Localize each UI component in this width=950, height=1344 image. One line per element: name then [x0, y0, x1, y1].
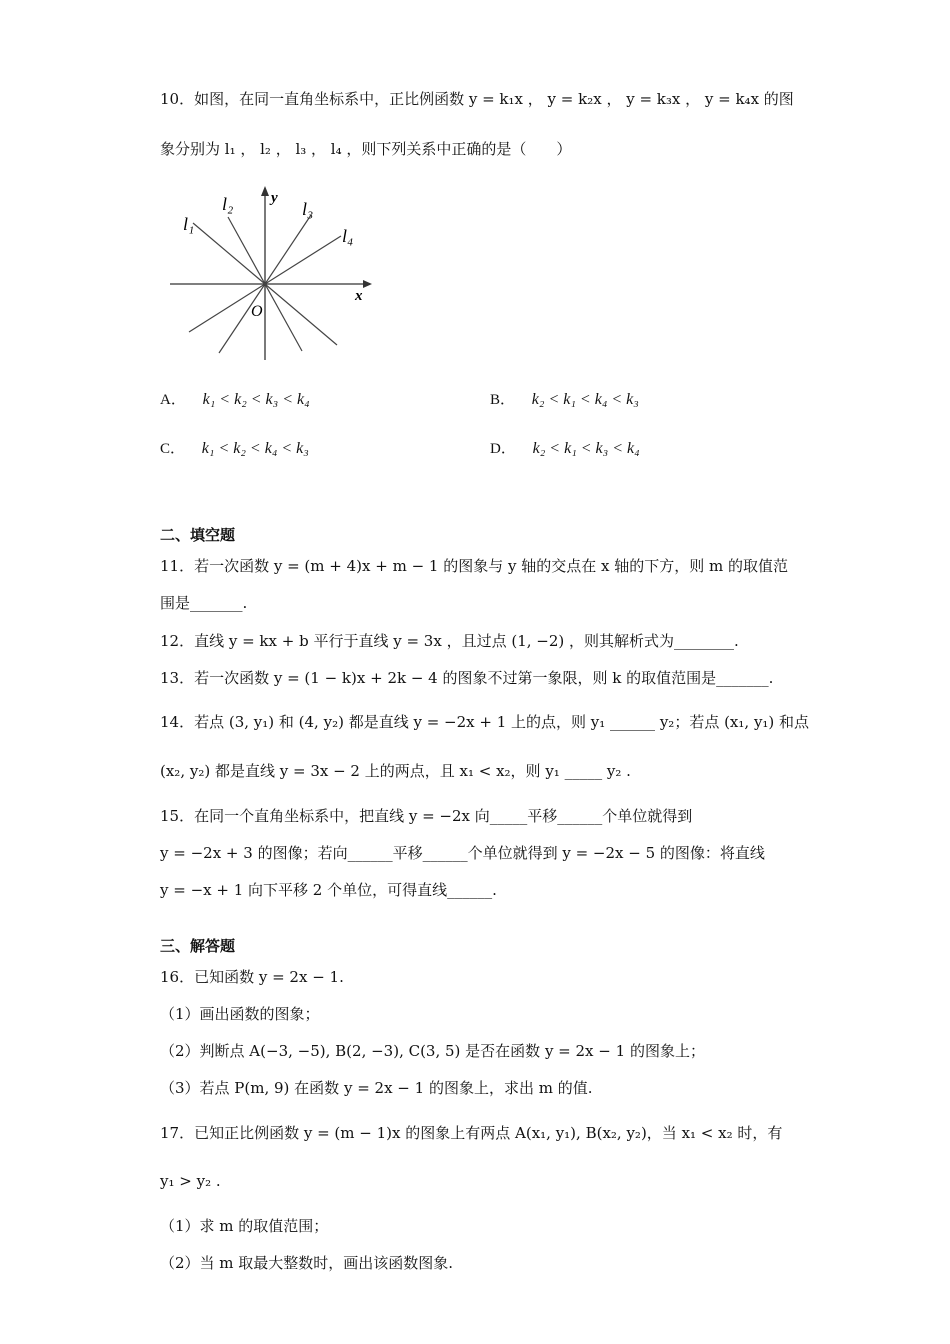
q16-line1: 16．已知函数 y = 2x − 1.	[160, 968, 344, 986]
option-b[interactable]	[490, 388, 639, 409]
option-b-label: B．	[490, 392, 516, 408]
option-a-text: k₁ < k₂ < k₃ < k₄	[202, 391, 310, 408]
section-3-title: 三、解答题	[160, 937, 236, 955]
option-d-text: k₂ < k₁ < k₃ < k₄	[532, 440, 640, 457]
option-c-text: k₁ < k₂ < k₄ < k₃	[201, 440, 309, 457]
q14-line1: 14．若点 (3, y₁) 和 (4, y₂) 都是直线 y = −2x + 1 上的点，则 y₁ ______ y₂；若点 (x₁, y₁) 和点	[160, 713, 810, 731]
label-l2: l₂	[222, 194, 234, 214]
q17-line2: y₁ > y₂ .	[160, 1172, 221, 1190]
q15-line1: 15．在同一个直角坐标系中，把直线 y = −2x 向_____平移______个单位就得到	[160, 807, 693, 825]
q15-line2: y = −2x + 3 的图像；若向______平移______个单位就得到 y = −2x − 5 的图像：将直线	[160, 844, 765, 862]
q11-line2: 围是_______.	[160, 594, 248, 612]
option-d-label: D．	[490, 441, 516, 457]
q17-part2: （2）当 m 取最大整数时，画出该函数图象.	[160, 1254, 454, 1272]
q14-line2: (x₂, y₂) 都是直线 y = 3x − 2 上的两点，且 x₁ < x₂，则 y₁ _____ y₂ .	[160, 762, 631, 780]
section-2-title: 二、填空题	[160, 526, 236, 544]
q11-line1: 11．若一次函数 y = (m + 4)x + m − 1 的图象与 y 轴的交点在 x 轴的下方，则 m 的取值范	[160, 557, 788, 575]
q16-part1: （1）画出函数的图象；	[160, 1005, 320, 1023]
q12-line1: 12．直线 y = kx + b 平行于直线 y = 3x ，且过点 (1, −2) ，则其解析式为________.	[160, 632, 739, 650]
q10-figure	[165, 180, 380, 365]
q13-line1: 13．若一次函数 y = (1 − k)x + 2k − 4 的图象不过第一象限，则 k 的取值范围是_______.	[160, 669, 774, 687]
y-axis-arrow	[261, 186, 269, 196]
q17-part1: （1）求 m 的取值范围；	[160, 1217, 329, 1235]
option-d[interactable]	[490, 437, 640, 458]
q10-line1: 10．如图，在同一直角坐标系中，正比例函数 y = k₁x ， y = k₂x ， y = k₃x ， y = k₄x 的图	[160, 90, 794, 108]
q16-part3: （3）若点 P(m, 9) 在函数 y = 2x − 1 的图象上，求出 m 的值.	[160, 1079, 593, 1097]
label-origin: O	[251, 303, 263, 320]
option-a-label: A．	[160, 392, 186, 408]
x-axis-arrow	[363, 280, 372, 288]
label-l4: l₄	[342, 226, 354, 246]
option-b-text: k₂ < k₁ < k₄ < k₃	[531, 391, 639, 408]
option-a[interactable]	[160, 388, 310, 409]
option-c-label: C．	[160, 441, 186, 457]
label-l3: l₃	[302, 199, 314, 219]
q10-line2: 象分别为 l₁ ， l₂ ， l₃ ， l₄ ，则下列关系中正确的是（ ）	[160, 140, 572, 158]
label-y: y	[271, 190, 278, 206]
q16-part2: （2）判断点 A(−3, −5), B(2, −3), C(3, 5) 是否在函数 y = 2x − 1 的图象上；	[160, 1042, 705, 1060]
q17-line1: 17．已知正比例函数 y = (m − 1)x 的图象上有两点 A(x₁, y₁), B(x₂, y₂)，当 x₁ < x₂ 时，有	[160, 1124, 783, 1142]
label-l1: l₁	[183, 214, 195, 234]
option-c[interactable]	[160, 437, 309, 458]
label-x: x	[355, 288, 363, 304]
q15-line3: y = −x + 1 向下平移 2 个单位，可得直线______.	[160, 881, 497, 899]
